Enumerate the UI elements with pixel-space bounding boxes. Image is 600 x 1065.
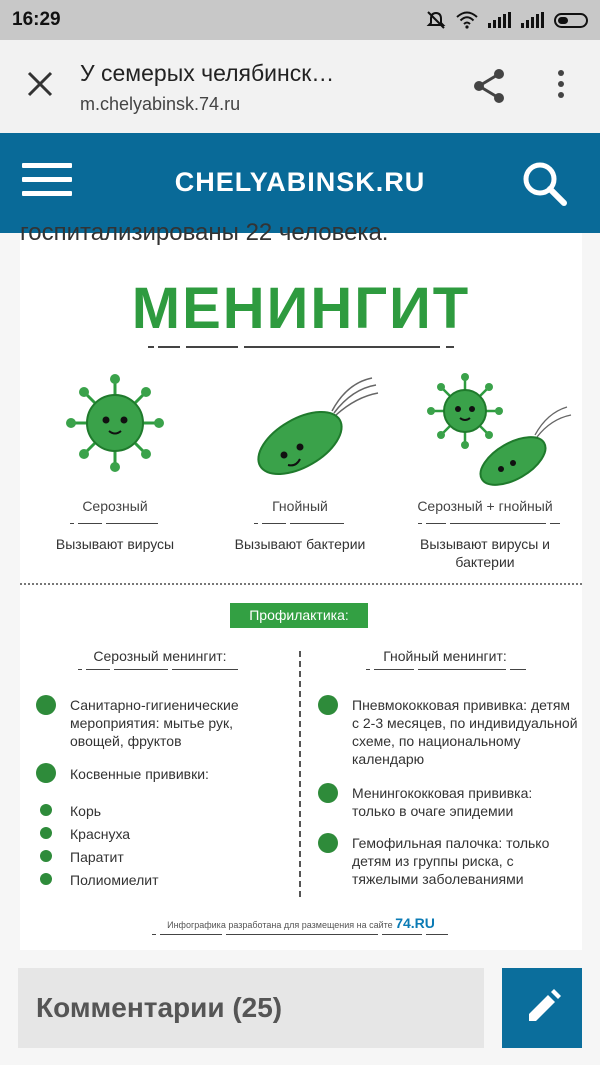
site-logo[interactable]: CHELYABINSK.RU xyxy=(174,167,426,197)
page-url[interactable]: m.chelyabinsk.74.ru xyxy=(80,94,241,114)
page-title: У семерых челябинск… xyxy=(80,60,335,86)
more-options-button[interactable] xyxy=(548,68,574,104)
columns-divider xyxy=(299,651,301,897)
close-tab-button[interactable] xyxy=(20,64,60,104)
wifi-icon xyxy=(456,11,478,29)
status-bar xyxy=(0,0,600,40)
type-cause-mixed: Вызывают вирусы и бактерии xyxy=(420,536,550,570)
prevention-badge: Профилактика: xyxy=(230,603,368,628)
comments-button[interactable] xyxy=(18,968,484,1048)
more-vert-icon xyxy=(548,70,574,98)
infographic xyxy=(20,219,582,950)
serous-heading: Серозный менингит: xyxy=(93,648,227,664)
comments-bar xyxy=(0,950,600,1065)
serous-item-2: Косвенные прививки: xyxy=(70,766,209,782)
browser-toolbar xyxy=(0,40,600,133)
comments-label: Комментарии (25) xyxy=(36,992,283,1023)
search-button[interactable] xyxy=(518,157,572,211)
virus-illustration xyxy=(60,373,170,473)
bullet-small xyxy=(40,804,52,816)
type-cause-serous: Вызывают вирусы xyxy=(55,536,175,552)
search-icon xyxy=(518,157,572,211)
bullet-small xyxy=(40,873,52,885)
purulent-item-2: Менингококковая прививка: только в очаге эпидемии xyxy=(352,785,533,819)
infographic-title: МЕНИНГИТ xyxy=(131,276,471,341)
section-divider xyxy=(20,583,582,585)
bullet xyxy=(36,763,56,783)
close-icon xyxy=(20,64,60,104)
bullet xyxy=(318,833,338,853)
virus-bacteria-illustration xyxy=(425,373,575,488)
share-button[interactable] xyxy=(470,66,510,106)
bullet xyxy=(318,695,338,715)
article-text-fragment: госпитализированы 22 человека. xyxy=(20,219,389,246)
signal-icon xyxy=(488,12,511,28)
share-icon xyxy=(470,66,510,106)
type-label-mixed: Серозный + гнойный xyxy=(417,498,553,514)
vaccine-item: Краснуха xyxy=(70,826,131,842)
type-label-purulent: Гнойный xyxy=(272,498,328,514)
bullet-small xyxy=(40,850,52,862)
type-label-serous: Серозный xyxy=(82,498,148,514)
infographic-credit xyxy=(20,915,582,931)
vaccine-item: Паратит xyxy=(70,849,124,865)
bullet xyxy=(36,695,56,715)
status-icons xyxy=(426,10,588,30)
bullet-small xyxy=(40,827,52,839)
write-comment-button[interactable] xyxy=(502,968,582,1048)
mute-icon xyxy=(426,10,446,30)
pencil-icon xyxy=(502,968,582,1048)
site-header xyxy=(0,133,600,233)
credit-text: Инфографика разработана для размещения на сайте xyxy=(167,920,393,930)
status-time: 16:29 xyxy=(12,9,61,30)
bacteria-illustration xyxy=(252,373,382,483)
vaccine-item: Корь xyxy=(70,803,102,819)
vaccine-item: Полиомиелит xyxy=(70,872,159,888)
purulent-item-3: Гемофильная палочка: только детям из группы риска, с тяжелыми заболеваниями xyxy=(352,835,550,887)
battery-icon xyxy=(554,13,588,28)
signal-icon-2 xyxy=(521,12,544,28)
bullet xyxy=(318,783,338,803)
credit-brand: 74.RU xyxy=(395,915,435,931)
purulent-item-1: Пневмококковая прививка: детям с 2-3 месяцев, по индивидуальной схеме, по национальному календарю xyxy=(352,697,578,767)
type-cause-purulent: Вызывают бактерии xyxy=(234,536,366,552)
serous-item-1: Санитарно-гигиенические мероприятия: мытье рук, овощей, фруктов xyxy=(70,697,239,749)
purulent-heading: Гнойный менингит: xyxy=(383,648,507,664)
